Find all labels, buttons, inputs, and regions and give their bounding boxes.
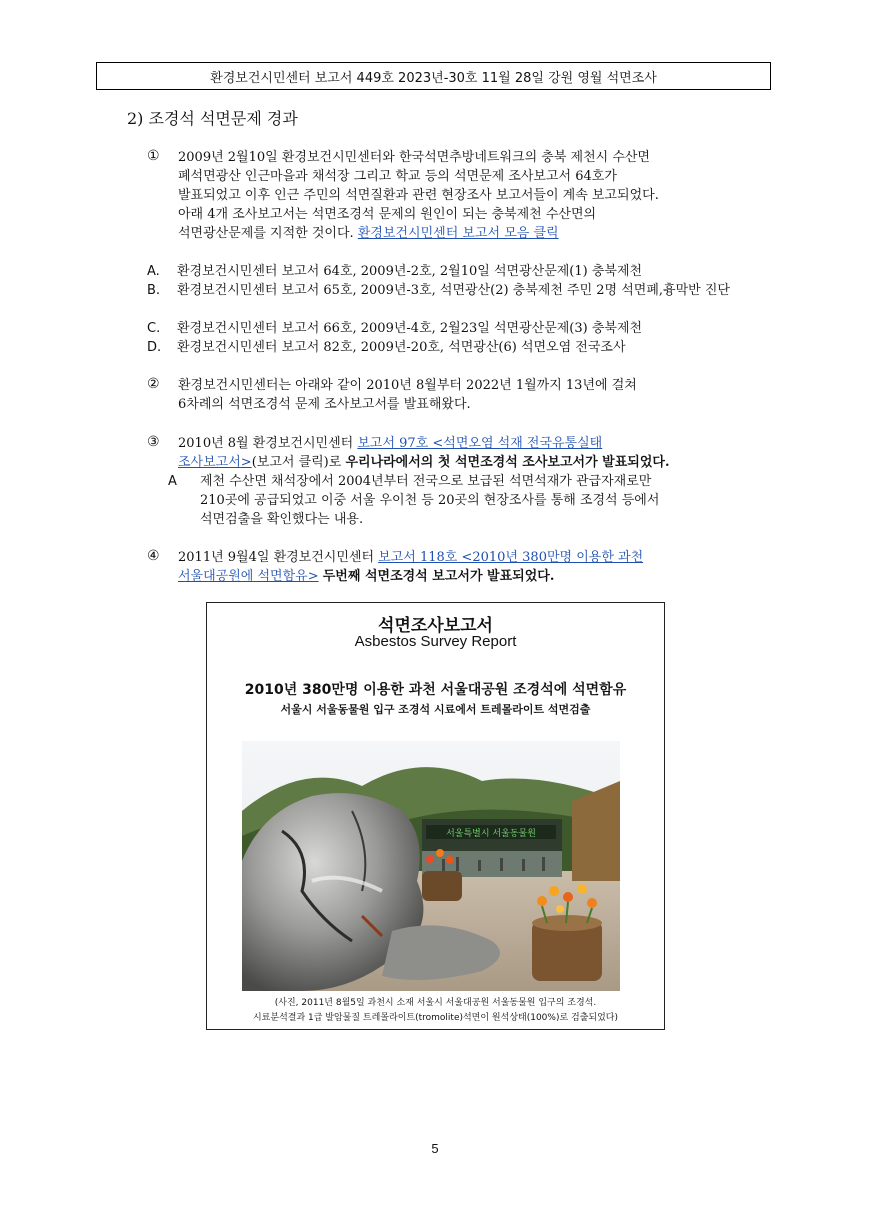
list-marker: C. [147,321,161,336]
item-4-bold-text: 두번째 석면조경석 보고서가 발표되었다. [322,569,555,584]
page-number: 5 [431,1141,439,1156]
item-2-paragraph [178,376,768,414]
item-4-text: 2011년 9월4일 환경보건시민센터 [178,550,375,565]
item-1-line [178,224,768,243]
item-1-text: 석면광산문제를 지적한 것이다. [178,226,354,241]
list-marker: A. [147,264,160,279]
list-item [147,281,767,319]
item-1-line: 아래 4개 조사보고서는 석면조경석 문제의 원인이 되는 충북제천 수산면의 [178,207,597,222]
report-118-link[interactable]: 보고서 118호 <2010년 380만명 이용한 과천 [378,550,644,565]
item-number-1: ① [147,148,160,164]
figure-caption-line: 시료분석결과 1급 발암물질 트레몰라이트(tromolite)석면이 원석상태(100%)로 검출되었다) [252,1013,619,1023]
report-cover-figure [206,602,665,1030]
report-97-link[interactable]: 보고서 97호 <석면오염 석재 전국유통실태 [357,436,603,451]
item-1-line: 2009년 2월10일 환경보건시민센터와 한국석면추방네트워크의 충북 제천시 수산면 [178,150,650,165]
item-number-2: ② [147,376,160,392]
report-118-link-cont[interactable]: 서울대공원에 석면함유> [178,569,319,584]
item-1-line: 폐석면광산 인근마을과 채석장 그리고 학교 등의 석면문제 조사보고서 64호가 [178,169,617,184]
item-3-text: (보고서 클릭)로 [251,455,342,470]
figure-title-english: Asbestos Survey Report [354,633,517,650]
item-4-paragraph [178,548,768,586]
item-3-line [178,434,768,453]
item-1-paragraph [178,148,768,243]
list-item [147,319,767,338]
item-3-paragraph [178,434,768,472]
report-97-link-cont[interactable]: 조사보고서> [178,455,252,470]
figure-headline: 2010년 380만명 이용한 과천 서울대공원 조경석에 석면함유 [244,682,627,698]
item-1-line: 발표되었고 이후 인근 주민의 석면질환과 관련 현장조사 보고서들이 계속 보고되었다. [178,188,659,203]
list-text: 환경보건시민센터 보고서 82호, 2009년-20호, 석면광산(6) 석면오염 전국조사 [177,340,626,355]
figure-title-korean: 석면조사보고서 [378,616,493,636]
landscape-rock-photo [242,741,620,991]
figure-caption [207,996,664,1026]
item-3-text: 2010년 8월 환경보건시민센터 [178,436,354,451]
item-2-line: 환경보건시민센터는 아래와 같이 2010년 8월부터 2022년 1월까지 13년에 걸쳐 [178,378,637,393]
list-text: 환경보건시민센터 보고서 64호, 2009년-2호, 2월10일 석면광산문제(1) 충북제천 [177,264,643,279]
item-2-line: 6차례의 석면조경석 문제 조사보고서를 발표해왔다. [178,397,471,412]
report-header-text: 환경보건시민센터 보고서 449호 2023년-30호 11월 28일 강원 영월 석면조사 [210,70,657,86]
list-marker: D. [147,340,162,355]
list-text: 환경보건시민센터 보고서 65호, 2009년-3호, 석면광산(2) 충북제천 주민 2명 석면폐,흉막반 진단 [177,283,730,298]
photo-illustration [242,741,620,991]
photo-sign-text: 서울특별시 서울동물원 [446,829,536,839]
list-marker: B. [147,283,161,298]
list-item [147,338,767,357]
item-4-line [178,567,768,586]
list-item [147,262,767,281]
item-3-sub-line: 제천 수산면 채석장에서 2004년부터 전국으로 보급된 석면석재가 관급자재로만 [200,474,652,489]
item-number-3: ③ [147,434,160,450]
figure-subheadline: 서울시 서울동물원 입구 조경석 시료에서 트레몰라이트 석면검출 [280,703,591,716]
figure-caption-line: (사진, 2011년 8월5일 과천시 소재 서울시 서울대공원 서울동물원 입구의 조경석. [274,998,597,1008]
item-3-sub-paragraph [200,472,770,529]
item-number-4: ④ [147,548,160,564]
item-3-bold-text: 우리나라에서의 첫 석면조경석 조사보고서가 발표되었다. [345,455,670,470]
item-4-line [178,548,768,567]
list-text: 환경보건시민센터 보고서 66호, 2009년-4호, 2월23일 석면광산문제(3) 충북제천 [177,321,643,336]
section-title: 2) 조경석 석면문제 경과 [127,109,298,128]
item-3-line [178,453,768,472]
item-3-sub-line: 석면검출을 확인했다는 내용. [200,512,364,527]
reports-collection-link[interactable]: 환경보건시민센터 보고서 모음 클릭 [357,226,559,241]
item-3-sub-marker: A [168,474,177,489]
report-header [96,62,771,90]
item-3-sub-line: 210곳에 공급되었고 이중 서울 우이천 등 20곳의 현장조사를 통해 조경석 등에서 [200,493,660,508]
